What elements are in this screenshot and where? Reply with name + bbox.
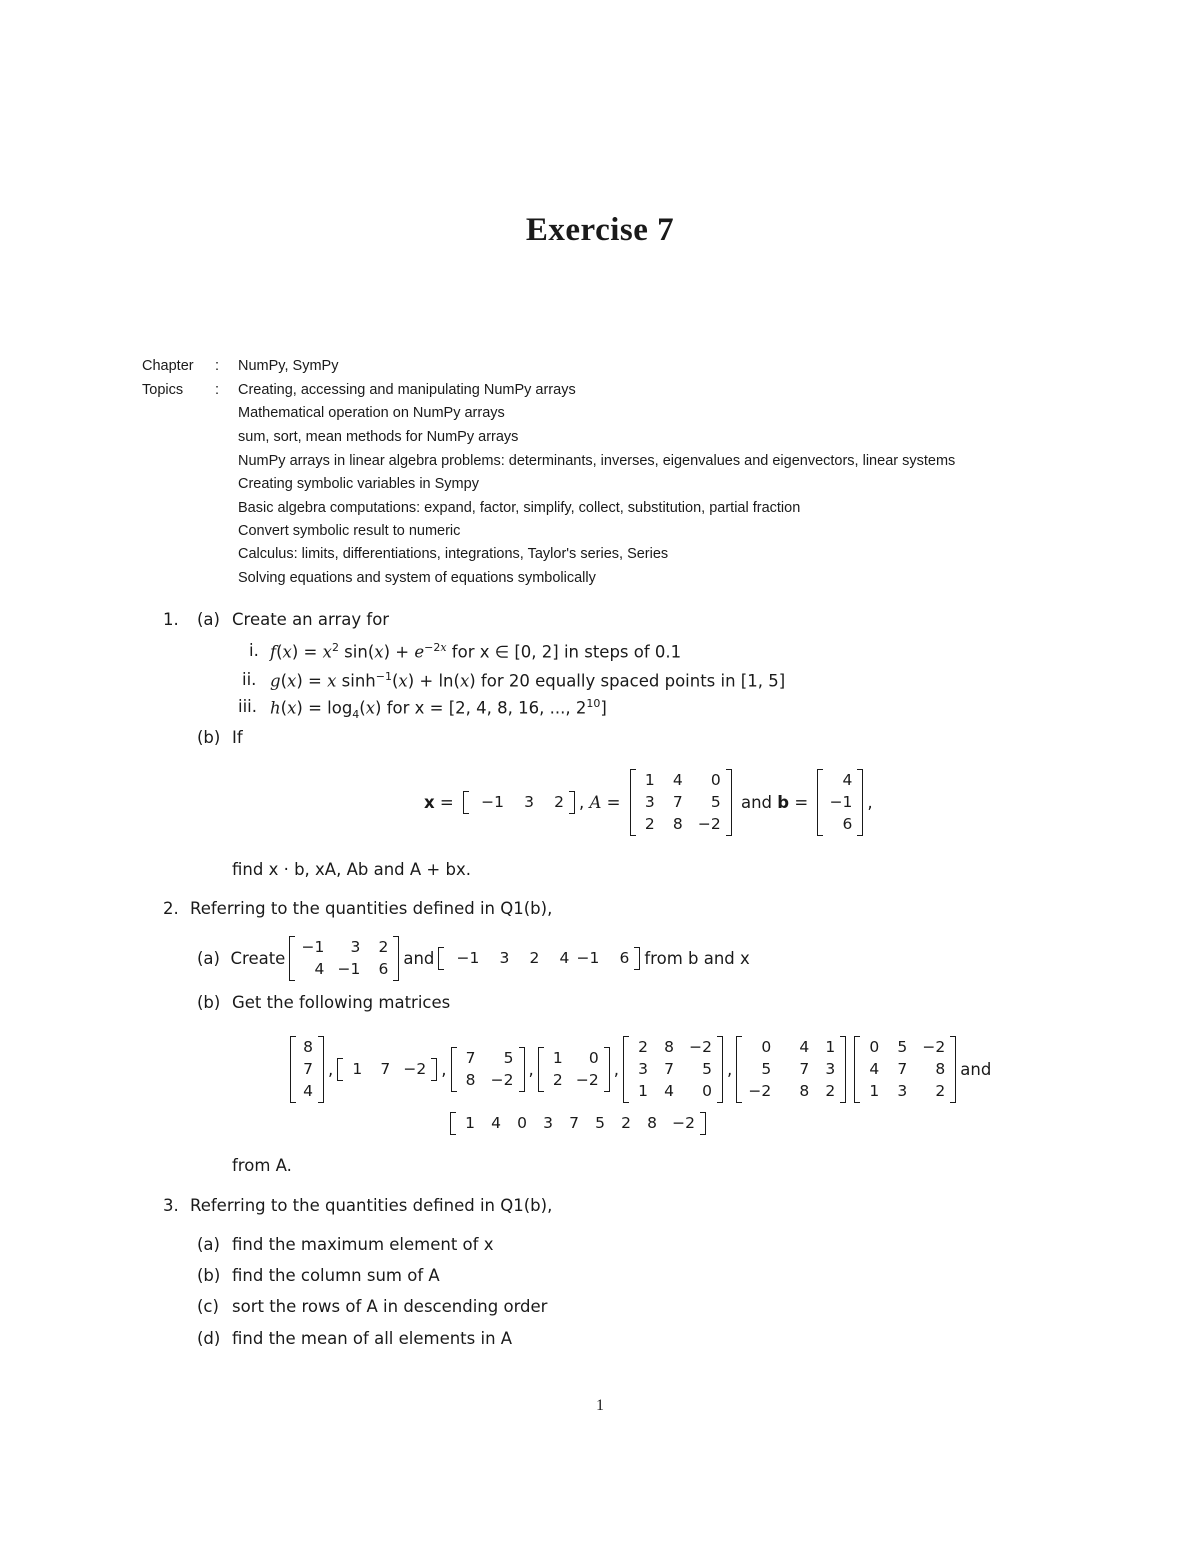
q3a-text: find the maximum element of x	[232, 1235, 494, 1254]
topics-label: Topics	[142, 382, 184, 398]
q1a-iii-expr: $h(x) = \log_4(x)$ for x = [2, 4, 8, 16, ..., $2^{10}$]	[270, 697, 607, 721]
q3b-text: find the column sum of A	[232, 1266, 440, 1285]
q1a-iii-tail: for x = [2, 4, 8, 16, ..., 2	[381, 698, 587, 718]
chapter-colon: :	[215, 358, 220, 374]
q1a-i-label: i.	[249, 641, 259, 660]
q3c-label: (c)	[197, 1297, 219, 1316]
matrix-3x3-a: 2 8 −2 3 7 5 1 4 0	[623, 1036, 723, 1103]
q1b-equation: x = −1 3 2 , A = 1 4 0 3 7 5 2 8 −2 and b = 4 −1 6 ,	[424, 764, 873, 840]
matrix-2x2-a: 7 5 8 −2	[451, 1047, 525, 1092]
q2b-from-text: from A.	[232, 1156, 292, 1175]
q2b-text: Get the following matrices	[232, 993, 451, 1012]
matrix-1x9: 1 4 0 3 7 5 2 8 −2	[450, 1112, 706, 1135]
q1a-text: Create an array for	[232, 610, 390, 629]
q1a-ii-expr: g(x) = x $\sinh^{-1}(x) + \ln(x)$ for 20 equally spaced points in [1, 5]	[270, 670, 786, 691]
q1a-ii-tail: for 20 equally spaced points in [1, 5]	[475, 671, 786, 691]
page-number: 1	[596, 1397, 604, 1414]
q3d-text: find the mean of all elements in A	[232, 1329, 513, 1348]
q3-intro: Referring to the quantities defined in Q1(b),	[190, 1196, 553, 1215]
q2a-line: (a) Create −1 3 2 4 −1 6 and −1 3 2 4 −1 6 from b and x	[197, 933, 750, 983]
topic-item: Mathematical operation on NumPy arrays	[238, 405, 505, 421]
matrix-1x6: −1 3 2 4 −1 6	[438, 947, 640, 970]
q3-number: 3.	[163, 1196, 179, 1215]
topic-item: Creating, accessing and manipulating NumPy arrays	[238, 382, 576, 398]
topic-item: NumPy arrays in linear algebra problems: determinants, inverses, eigenvalues and eigenvectors, linear systems	[238, 453, 956, 469]
matrix-b: 4 −1 6	[817, 769, 863, 836]
matrix-3x3-b: 0 4 1 5 7 3 −2 8 2	[736, 1036, 846, 1103]
chapter-value: NumPy, SymPy	[238, 358, 339, 374]
topic-item: sum, sort, mean methods for NumPy arrays	[238, 429, 519, 445]
topic-item: Basic algebra computations: expand, factor, simplify, collect, substitution, partial fraction	[238, 500, 801, 516]
matrix-row-17-2: 1 7 −2	[337, 1058, 437, 1081]
page-title: Exercise 7	[525, 212, 675, 248]
q2-number: 2.	[163, 899, 179, 918]
q3c-text: sort the rows of A in descending order	[232, 1297, 548, 1316]
q3b-label: (b)	[197, 1266, 221, 1285]
q2-intro: Referring to the quantities defined in Q1(b),	[190, 899, 553, 918]
q1-number: 1.	[163, 610, 179, 629]
matrix-A: 1 4 0 3 7 5 2 8 −2	[630, 769, 732, 836]
q1b-label: (b)	[197, 728, 221, 747]
matrix-3x3-c: 0 5 −2 4 7 8 1 3 2	[854, 1036, 956, 1103]
q2b-label: (b)	[197, 993, 221, 1012]
matrix-x: −1 3 2	[463, 791, 575, 814]
q3d-label: (d)	[197, 1329, 221, 1348]
topic-item: Convert symbolic result to numeric	[238, 523, 461, 539]
q1b-find-text: find x · b, xA, Ab and A + bx.	[232, 860, 471, 879]
q1b-text: If	[232, 728, 243, 747]
topics-colon: :	[215, 382, 220, 398]
topic-item: Calculus: limits, differentiations, integrations, Taylor's series, Series	[238, 546, 669, 562]
matrix-2x3: −1 3 2 4 −1 6	[289, 936, 399, 981]
q3a-label: (a)	[197, 1235, 220, 1254]
q1a-label: (a)	[197, 610, 220, 629]
q1a-iii-label: iii.	[238, 697, 257, 716]
topic-item: Creating symbolic variables in Sympy	[238, 476, 479, 492]
q1a-ii-label: ii.	[242, 670, 257, 689]
topic-item: Solving equations and system of equations symbolically	[238, 570, 596, 586]
chapter-label: Chapter	[142, 358, 194, 374]
q2b-flat-matrix	[446, 1110, 710, 1136]
matrix-2x2-b: 1 0 2 −2	[538, 1047, 610, 1092]
matrix-col-847: 8 7 4	[290, 1036, 324, 1103]
q1a-i-tail: for x ∈ [0, 2] in steps of 0.1	[446, 642, 682, 662]
q1a-i-expr: $f(x) = x^2$ $\sin(x) + e^{-2x}$ for x ∈ [0, 2] in steps of 0.1	[270, 641, 682, 662]
q2b-matrices: 8 7 4 , 1 7 −2 , 7 5 8 −2 , 1 0 2 −2 , 2 8 −2 3 7 5 1 4 0 , 0 4 1 5 7 3 −2 8 2 0 5 −2 4 7 8 1 3 2 and	[286, 1032, 991, 1106]
